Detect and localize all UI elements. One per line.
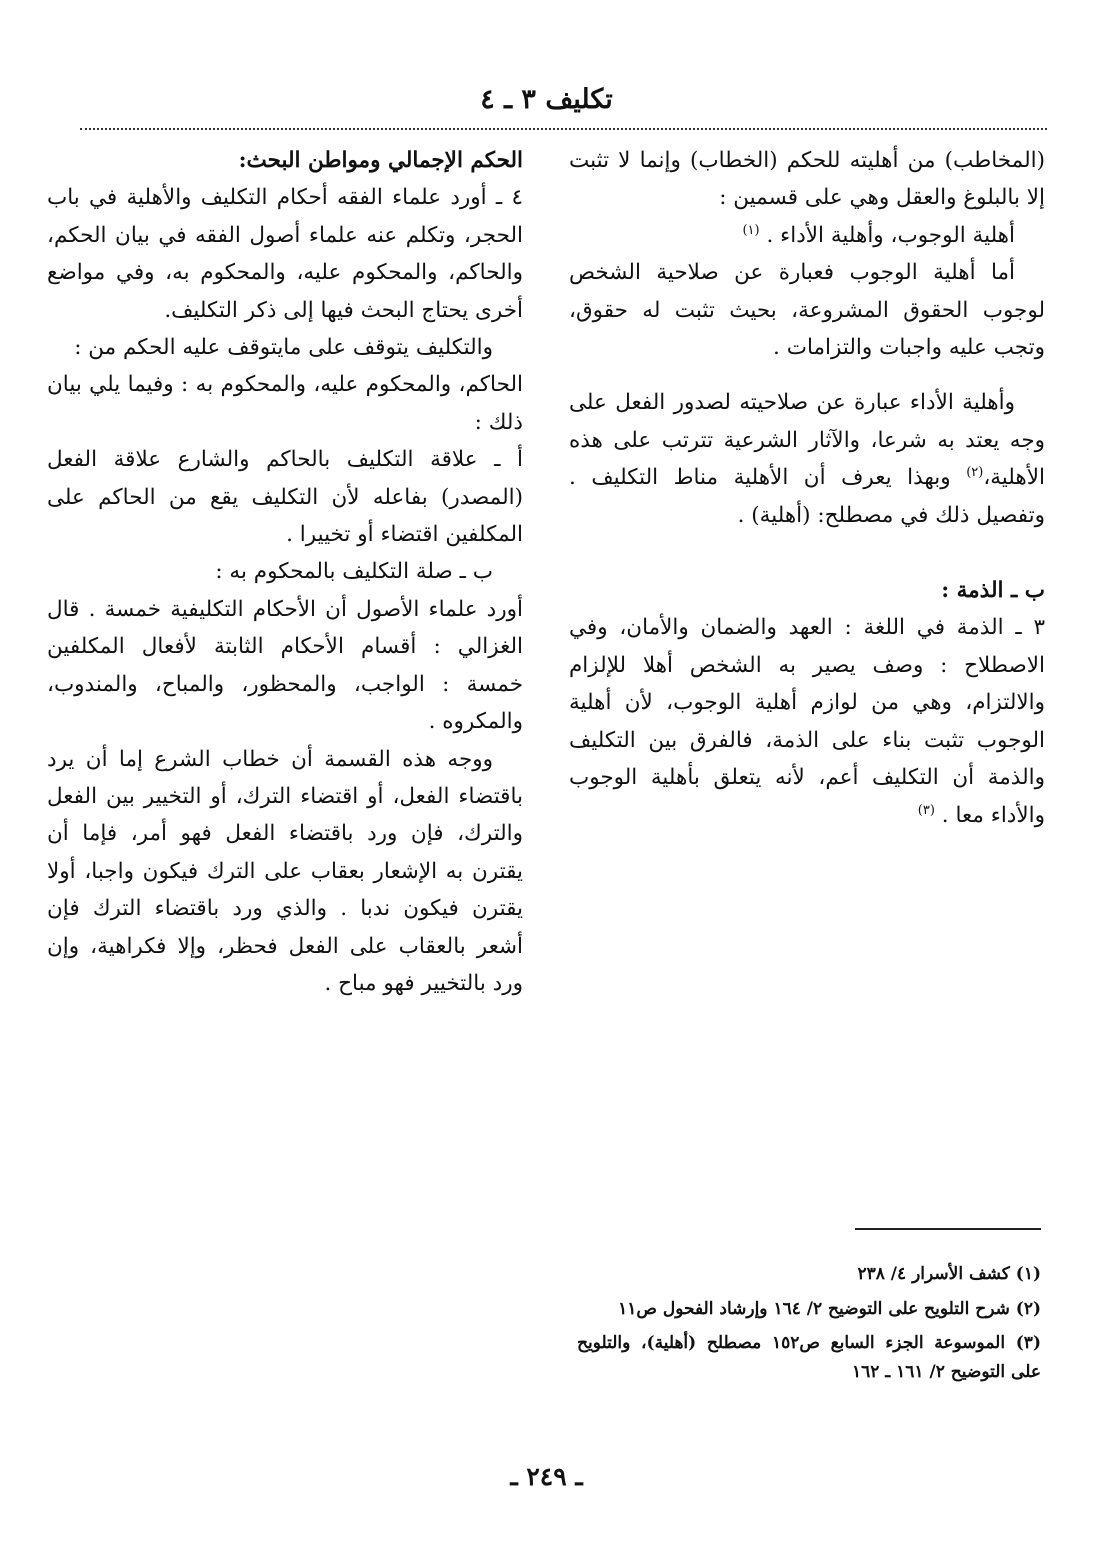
footnote: (١) كشف الأسرار ٤/ ٢٣٨ [857, 1264, 1041, 1284]
running-header: تكليف ٣ ـ ٤ [480, 84, 613, 115]
section-heading: ب ـ الذمة : [941, 578, 1045, 604]
left-column [47, 142, 523, 1002]
paragraph: ووجه هذه القسمة أن خطاب الشرع إما أن يرد باقتضاء الفعل، أو اقتضاء الترك، أو التخيير بين الفعل والترك، فإن ورد باقتضاء الفعل فهو أمر، فإما أن يقترن به الإشعار بعقاب على الترك فيكون واجبا، أولا يقترن فيكون ندبا . والذي ورد باقتضاء الترك فإن أشعر بالعقاب على الفعل فحظر، وإلا فكراهية، وإن ورد بالتخيير فهو مباح . [47, 746, 523, 996]
paragraph-text: وبهذا يعرف أن الأهلية مناط التكليف . وتفصيل ذلك في مصطلح: (أهلية) . [569, 465, 1045, 528]
paragraph: أما أهلية الوجوب فعبارة عن صلاحية الشخص لوجوب الحقوق المشروعة، بحيث تثبت له حقوق، وتجب عليه واجبات والتزامات . [569, 260, 1045, 361]
footnote: (٣) الموسوعة الجزء السابع ص١٥٢ مصطلح (أهلية)، والتلويح على التوضيح ٢/ ١٦١ ـ ١٦٢ [577, 1333, 1041, 1382]
footnote-divider [855, 1228, 1041, 1230]
paragraph [569, 609, 1045, 833]
footnotes [577, 1260, 1041, 1386]
paragraph: أ ـ علاقة التكليف بالحاكم والشارع علاقة الفعل (المصدر) بفاعله لأن التكليف يقع من الحاكم على المكلفين اقتضاء أو تخييرا . [47, 447, 523, 548]
paragraph [569, 384, 1045, 534]
paragraph: الحاكم، والمحكوم عليه، والمحكوم به : وفيما يلي بيان ذلك : [47, 372, 523, 435]
paragraph: ب ـ صلة التكليف بالمحكوم به : [215, 559, 493, 585]
spacer [569, 366, 1045, 384]
right-column [569, 142, 1045, 834]
footnote-ref: (١) [742, 222, 760, 238]
paragraph [569, 217, 1045, 254]
paragraph: والتكليف يتوقف على مايتوقف عليه الحكم من : [74, 335, 493, 361]
footnote: (٢) شرح التلويح على التوضيح ٢/ ١٦٤ وإرشاد الفحول ص١١ [618, 1298, 1041, 1319]
paragraph-text: وأهلية الأداء عبارة عن صلاحيته لصدور الفعل على وجه يعتد به شرعا، والآثار الشرعية تترتب على هذه الأهلية، [569, 390, 1045, 491]
section-heading: الحكم الإجمالي ومواطن البحث: [238, 148, 523, 173]
paragraph: أورد علماء الأصول أن الأحكام التكليفية خمسة . قال الغزالي : أقسام الأحكام الثابتة لأفعال المكلفين خمسة : الواجب، والمحظور، والمباح، والمندوب، والمكروه . [47, 596, 523, 735]
spacer [569, 534, 1045, 572]
paragraph: (المخاطب) من أهليته للحكم (الخطاب) وإنما لا تثبت إلا بالبلوغ والعقل وهي على قسمين : [569, 148, 1045, 211]
footnote-ref: (٣) [917, 802, 935, 818]
header-dotted-rule [80, 128, 1047, 130]
paragraph-text: أهلية الوجوب، وأهلية الأداء . [766, 222, 1015, 248]
paragraph-text: ٣ ـ الذمة في اللغة : العهد والضمان والأمان، وفي الاصطلاح : وصف يصير به الشخص أهلا للإلزام والالتزام، وهي من لوازم أهلية الوجوب، لأن أهلية الوجوب تثبت بناء على الذمة، فالفرق بين التكليف والذمة أن التكليف أعم، لأنه يتعلق بأهلية الوجوب والأداء معا . [569, 615, 1045, 828]
paragraph: ٤ ـ أورد علماء الفقه أحكام التكليف والأهلية في باب الحجر، وتكلم عنه علماء أصول الفقه في بيان الحكم، والحاكم، والمحكوم عليه، والمحكوم به، وفي مواضع أخرى يحتاج البحث فيها إلى ذكر التكليف. [47, 185, 523, 323]
page-number: ـ ٢٤٩ ـ [510, 1462, 583, 1491]
footnote-ref: (٢) [966, 465, 984, 481]
